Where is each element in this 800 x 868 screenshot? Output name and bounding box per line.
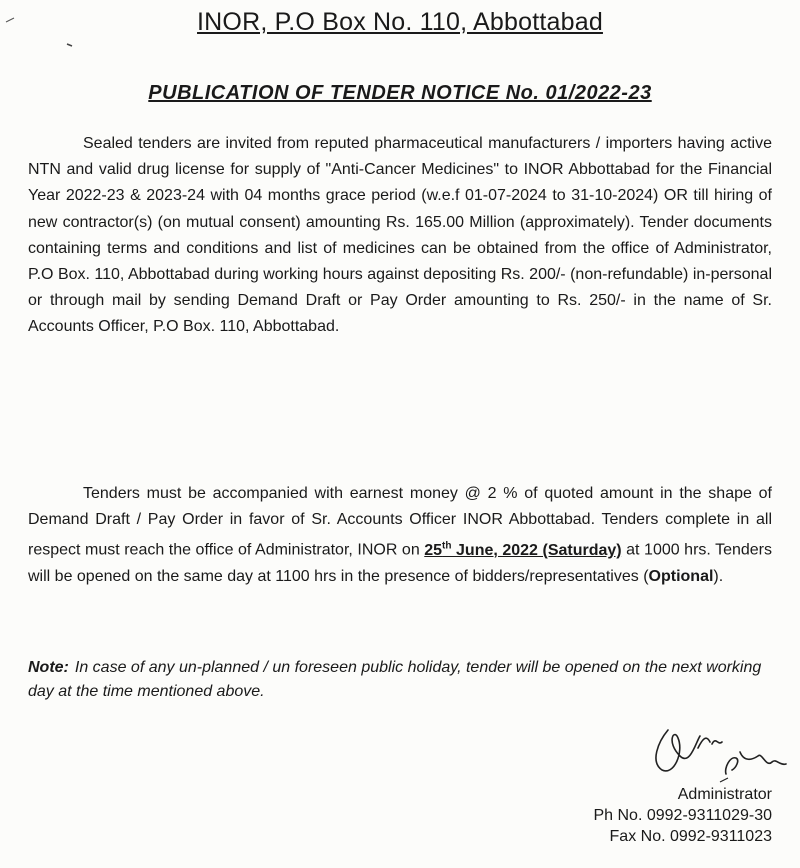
paragraph-supply-details: Sealed tenders are invited from reputed pharmaceutical manufacturers / importers having active NTN and valid drug license for supply of "Anti-Cancer Medicines" to INOR Abbottabad for the Financial Year 2022-23 & 2023-24 with 04 months grace period (w.e.f 01-07-2024 to 31-10-2024) OR till hiring of new contractor(s) (on mutual consent) amounting Rs. 165.00 Million (approximately). Tender documents containing terms and conditions and list of medicines can be obtained from the office of Administrator, P.O Box. 110, Abbottabad during working hours against depositing Rs. 200/- (non-refundable) in-personal or through mail by sending Demand Draft or Pay Order amounting to Rs. 250/- in the name of Sr. Accounts Officer, P.O Box. 110, Abbottabad. [28, 135, 772, 336]
note-block [28, 656, 772, 704]
deadline-day-suffix: th [442, 540, 452, 552]
notice-title: PUBLICATION OF TENDER NOTICE No. 01/2022-23 [148, 82, 652, 104]
paragraph-text-continued: at 1000 hrs. Tenders will be opened on the same day at 1100 hrs in the presence of bidders/representatives ( [28, 541, 773, 585]
note-label: Note: [28, 659, 69, 676]
page-header: INOR, P.O Box No. 110, Abbottabad [197, 8, 603, 36]
paragraph-text-end: ). [713, 567, 724, 585]
optional-label: Optional [648, 567, 714, 585]
fax-number: Fax No. 0992-9311023 [609, 828, 772, 845]
deadline-day: 25 [424, 541, 443, 559]
signatory-title: Administrator [677, 786, 772, 803]
phone-number: Ph No. 0992-9311029-30 [593, 807, 772, 824]
paragraph-text: Tenders must be accompanied with earnest money @ 2 % of quoted amount in the shape of Demand Draft / Pay Order in favor of Sr. Accounts Officer INOR Abbottabad. Tenders complete in all respect must reach the office of Administrator, INOR on [28, 485, 772, 559]
note-text: In case of any un-planned / un foreseen public holiday, tender will be opened on the next working day at the time mentioned above. [28, 659, 762, 700]
handwritten-signature [640, 712, 800, 792]
paragraph-earnest-money [28, 481, 772, 590]
deadline-month-year: June, 2022 (Saturday) [451, 541, 622, 559]
deadline-date [424, 542, 621, 559]
signature-block [593, 784, 772, 847]
